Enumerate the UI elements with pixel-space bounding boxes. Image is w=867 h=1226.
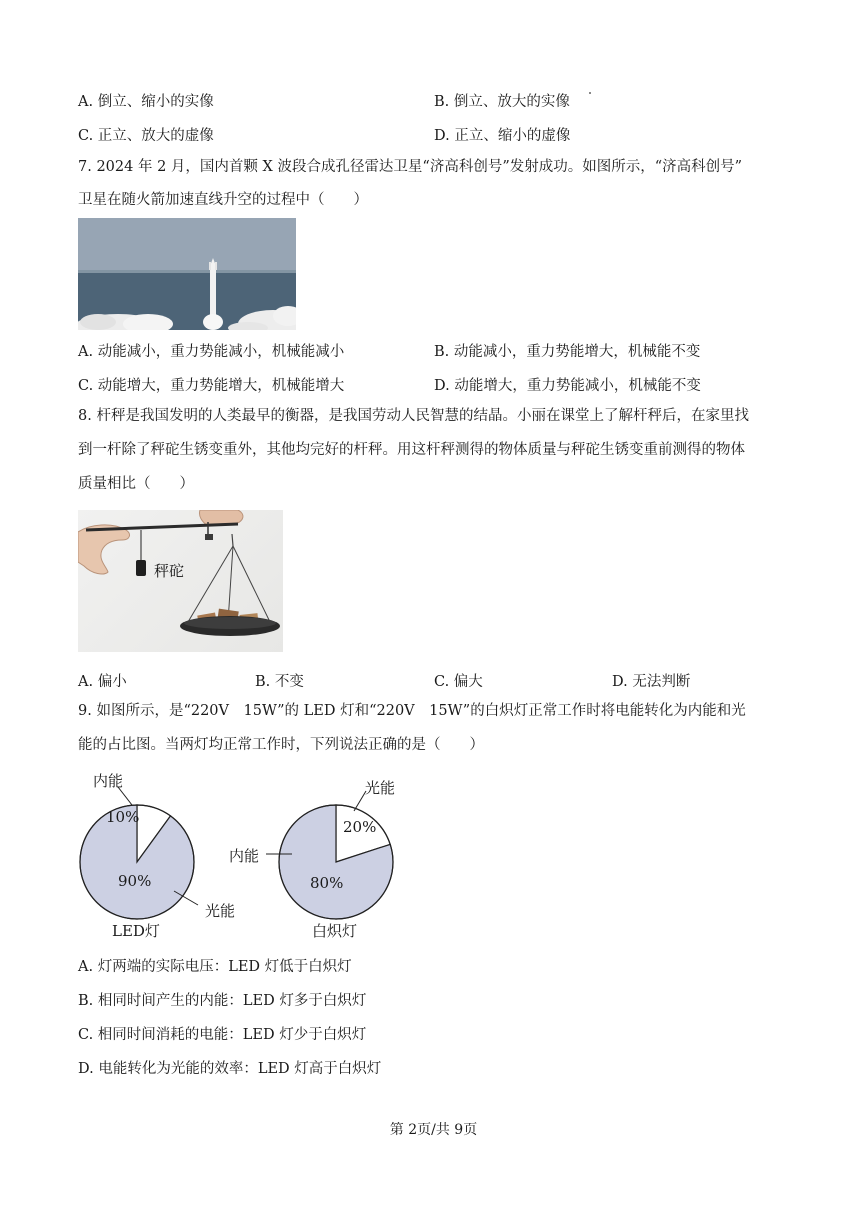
q9-option-d[interactable]: D. 电能转化为光能的效率：LED 灯高于白炽灯 [78,1061,382,1077]
rocket-illustration [78,218,296,330]
rocket-launch-photo [78,218,296,330]
steelyard-photo [78,510,283,652]
q6-option-b[interactable]: B. 倒立、放大的实像 [434,94,570,110]
q7-option-d[interactable]: D. 动能增大，重力势能减小，机械能不变 [434,378,701,394]
inc-internal-label: 内能 [229,847,260,865]
q9-option-a[interactable]: A. 灯两端的实际电压：LED 灯低于白炽灯 [78,959,352,975]
inc-light-label: 光能 [365,779,396,797]
inc-internal-percent: 80% [310,874,344,892]
q8-stem-line3: 质量相比（ ） [78,476,194,492]
led-chart-name: LED灯 [112,922,160,940]
q6-option-d[interactable]: D. 正立、缩小的虚像 [434,128,571,144]
q7-stem-line2: 卫星在随火箭加速直线升空的过程中（ ） [78,192,368,208]
q8-option-d[interactable]: D. 无法判断 [612,674,691,690]
q7-stem-line1: 7. 2024 年 2 月，国内首颗 X 波段合成孔径雷达卫星“济高科创号”发射成功。如图所示，“济高科创号” [78,159,743,175]
q9-option-c[interactable]: C. 相同时间消耗的电能：LED 灯少于白炽灯 [78,1027,367,1043]
q9-option-b[interactable]: B. 相同时间产生的内能：LED 灯多于白炽灯 [78,993,367,1009]
q7-option-a[interactable]: A. 动能减小，重力势能减小，机械能减小 [78,344,345,360]
weight-label: 秤砣 [154,562,185,580]
q8-option-b[interactable]: B. 不变 [255,674,304,690]
q8-option-c[interactable]: C. 偏大 [434,674,483,690]
scan-dot [589,92,591,94]
inc-light-percent: 20% [343,818,377,836]
q8-stem-line1: 8. 杆秤是我国发明的人类最早的衡器，是我国劳动人民智慧的结晶。小丽在课堂上了解杆秤后，在家里找 [78,408,749,424]
q7-option-c[interactable]: C. 动能增大，重力势能增大，机械能增大 [78,378,345,394]
led-internal-percent: 10% [106,808,140,826]
steelyard-illustration [78,510,283,652]
q9-stem-line2: 能的占比图。当两灯均正常工作时，下列说法正确的是（ ） [78,737,484,753]
q7-option-b[interactable]: B. 动能减小，重力势能增大，机械能不变 [434,344,701,360]
q6-option-a[interactable]: A. 倒立、缩小的实像 [78,94,214,110]
inc-chart-name: 白炽灯 [312,922,358,940]
q6-option-c[interactable]: C. 正立、放大的虚像 [78,128,214,144]
q8-option-a[interactable]: A. 偏小 [78,674,127,690]
page-footer: 第 2页/共 9页 [389,1122,478,1138]
led-light-percent: 90% [118,872,152,890]
q8-stem-line2: 到一杆除了秤砣生锈变重外，其他均完好的杆秤。用这杆秤测得的物体质量与秤砣生锈变重前测得的物体 [78,442,745,458]
led-light-label: 光能 [205,902,236,920]
led-internal-label: 内能 [93,772,124,790]
q9-stem-line1: 9. 如图所示，是“220V 15W”的 LED 灯和“220V 15W”的白炽灯正常工作时将电能转化为内能和光 [78,703,746,719]
